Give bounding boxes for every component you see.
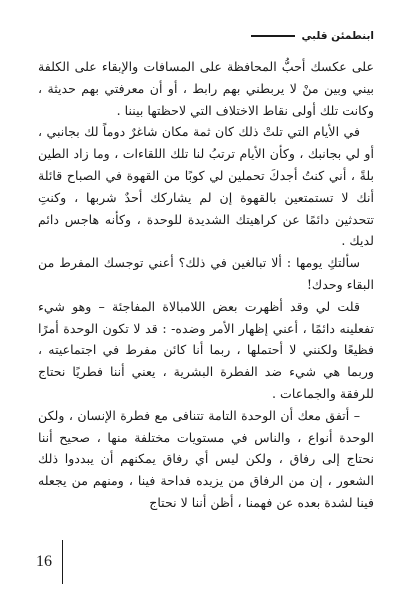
header-rule xyxy=(251,35,295,36)
paragraph-5: – أتفق معك أن الوحدة التامة تتنافى مع فطرة الإنسان ، ولكن الوحدة أنواع ، والناس في مستويات مختلفة منها ، صحيح أننا نحتاج إلى رفاق ، ولكن ليس أي رفاق يمكنهم أن يبددوا ذلك الشعور ، إن من الرفاق من يزيده فداحة فينا ، ومنهم من يجعله فينا لشدة بعده عن فهمنا ، أظن أننا لا نحتاج xyxy=(38,407,375,510)
paragraph-3: سألتكِ يومها : ألا تبالغين في ذلك؟ أعني توجسك المفرط من البقاء وحدك! xyxy=(38,255,374,292)
footer-rule xyxy=(62,540,63,584)
body-text xyxy=(38,56,374,514)
book-title: ابنطمئن قلبي xyxy=(301,30,374,42)
page-footer xyxy=(36,540,63,584)
paragraph-2: في الأيام التي تلتْ ذلك كان ثمة مكان شاغرٌ دوماً لك بجانبي ، أو لي بجانبك ، وكأن الأيام ترتبُ لنا تلك اللقاءات ، وما زاد الطين بلةً ، أني كنتُ أجدكَ تحملين لي كوبًا من القهوة في الصباح قائلة أنك لا تستمتعين بالقهوة إن لم يشاركك أحدٌ شربها ، وكنتِ تتحدثين دائمًا عن كراهيتك الشديدة للوحدة ، وكأنه هاجس دائم لديك . xyxy=(38,124,374,249)
paragraph-1: على عكسك أحبُّ المحافظة على المسافات والإبقاء على الكلفة بيني وبين منْ لا يربطني بهم رابط ، أو أن معرفتي بهم حديثة ، وكانت تلك أولى نقاط الاختلاف التي لاحظتها بيننا . xyxy=(38,59,374,118)
paragraph-4: قلت لي وقد أظهرت بعض اللامبالاة المفاجئة – وهو شيء تفعلينه دائمًا ، أعني إظهار الأمر وضده- : قد لا تكون الوحدة أمرًا فظيعًا ولكنني لا أحتملها ، ربما أنا كائن مفرط في اجتماعيته ، وربما هي شيء ضد الفطرة البشرية ، يعني أننا فطريًا نحتاج للرفقة والجماعات . xyxy=(38,298,374,401)
running-header xyxy=(251,30,374,42)
page-number: 16 xyxy=(36,553,52,570)
